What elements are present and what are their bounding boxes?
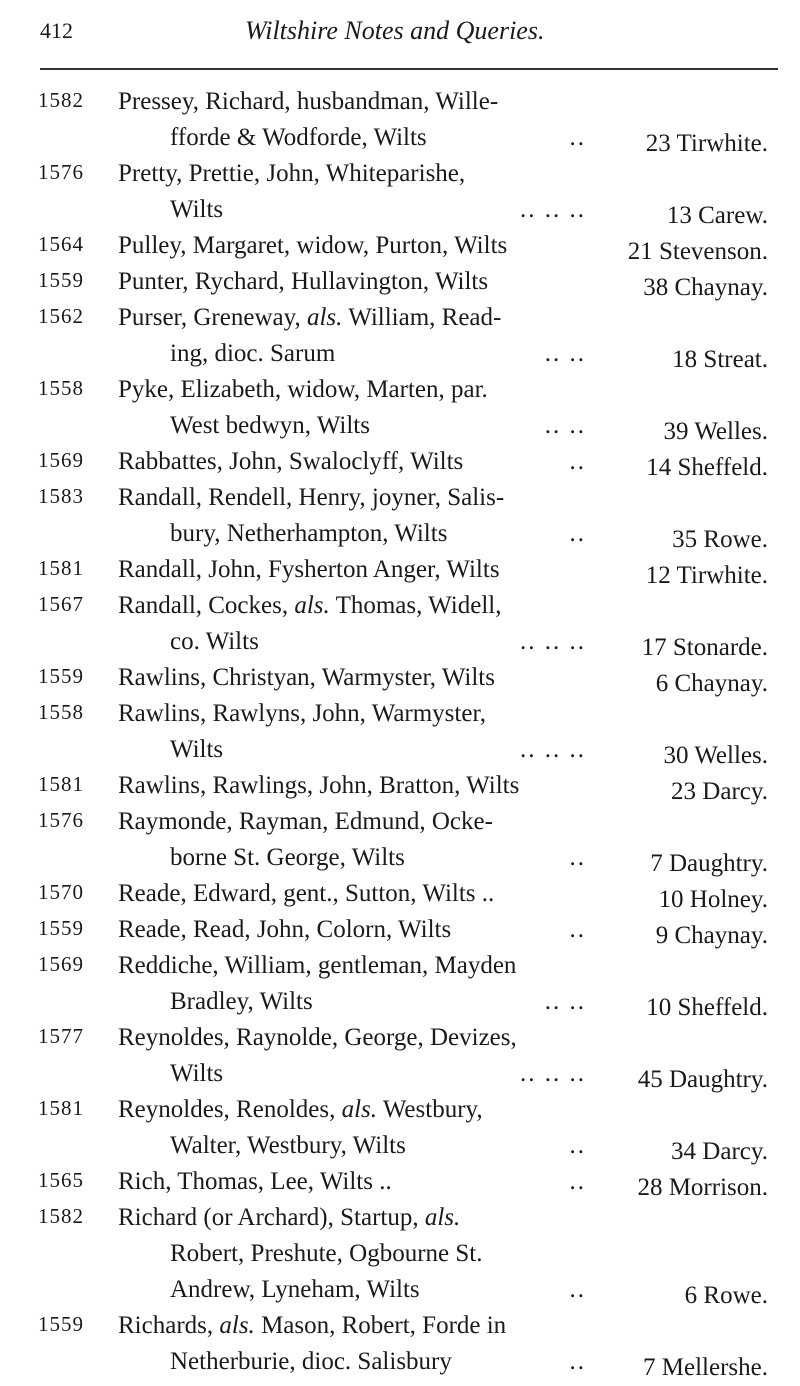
list-item [0, 84, 800, 156]
entry-year: 1569 [38, 448, 84, 472]
entry-year: 1576 [38, 808, 84, 832]
entry-line [0, 336, 800, 372]
entry-text: Pretty, Prettie, John, Whiteparishe, [118, 160, 466, 187]
entry-text: Richards, als. Mason, Robert, Forde in [118, 1312, 507, 1339]
entry-line [0, 1164, 800, 1200]
entry-reference: 30 Welles. [663, 742, 768, 769]
leader-dots: .. [569, 1132, 586, 1159]
entry-reference: 23 Tirwhite. [645, 130, 768, 157]
entry-year: 1581 [38, 772, 84, 796]
entry-reference: 7 Daughtry. [650, 850, 768, 877]
leader-dots: .. [569, 1348, 586, 1375]
entry-line [0, 660, 800, 696]
leader-dots: .. .. .. [520, 736, 586, 763]
leader-dots: .. .. [544, 988, 586, 1015]
entry-reference: 23 Darcy. [671, 778, 768, 805]
entry-text: co. Wilts [170, 628, 259, 655]
entry-text: Reade, Edward, gent., Sutton, Wilts .. [118, 880, 495, 907]
entry-line [0, 264, 800, 300]
leader-dots: .. .. [544, 340, 586, 367]
entry-text: Randall, Rendell, Henry, joyner, Salis- [118, 484, 505, 511]
entry-reference: 17 Stonarde. [641, 634, 768, 661]
list-item [0, 552, 800, 588]
entry-text: ing, dioc. Sarum [170, 340, 336, 367]
entry-line [0, 1236, 800, 1272]
leader-dots: .. .. .. [520, 1060, 586, 1087]
entry-text: Richard (or Archard), Startup, als. [118, 1204, 461, 1231]
entry-year: 1583 [38, 484, 84, 508]
leader-dots: .. [569, 1276, 586, 1303]
entry-text: Reynoldes, Raynolde, George, Devizes, [118, 1024, 517, 1051]
leader-dots: .. .. .. [520, 628, 586, 655]
entry-year: 1577 [38, 1024, 84, 1048]
entry-reference: 7 Mellershe. [643, 1354, 768, 1381]
entry-line [0, 516, 800, 552]
entry-text: Wilts [170, 736, 224, 763]
entry-year: 1559 [38, 1312, 84, 1336]
entry-line [0, 552, 800, 588]
entry-reference: 45 Daughtry. [637, 1066, 768, 1093]
entry-text: Pulley, Margaret, widow, Purton, Wilts [118, 232, 508, 259]
entry-year: 1558 [38, 700, 84, 724]
entry-line [0, 840, 800, 876]
list-item [0, 1092, 800, 1164]
entry-line [0, 408, 800, 444]
list-item [0, 696, 800, 768]
entry-line [0, 1200, 800, 1236]
entry-year: 1567 [38, 592, 84, 616]
entry-text: Wilts [170, 196, 224, 223]
entry-text: Reddiche, William, gentleman, Mayden [118, 952, 517, 979]
entry-text: Rabbattes, John, Swaloclyff, Wilts [118, 448, 464, 475]
entry-text: Rawlins, Rawlings, John, Bratton, Wilts [118, 772, 520, 799]
entry-line [0, 768, 800, 804]
list-item [0, 768, 800, 804]
entry-line [0, 480, 800, 516]
list-item [0, 1020, 800, 1092]
list-item [0, 264, 800, 300]
entry-year: 1558 [38, 376, 84, 400]
entry-text: Bradley, Wilts [170, 988, 313, 1015]
entry-line [0, 156, 800, 192]
entry-reference: 6 Rowe. [684, 1282, 768, 1309]
entry-reference: 21 Stevenson. [627, 238, 768, 265]
entry-reference: 34 Darcy. [671, 1138, 768, 1165]
header-rule [40, 68, 778, 70]
entry-line [0, 948, 800, 984]
entry-year: 1581 [38, 1096, 84, 1120]
leader-dots: .. .. .. [520, 196, 586, 223]
entry-text: West bedwyn, Wilts [170, 412, 370, 439]
entry-year: 1569 [38, 952, 84, 976]
entry-reference: 9 Chaynay. [655, 922, 768, 949]
entry-line [0, 624, 800, 660]
entry-text: Netherburie, dioc. Salisbury [170, 1348, 452, 1375]
entry-text: Robert, Preshute, Ogbourne St. [170, 1240, 483, 1267]
entry-text: bury, Netherhampton, Wilts [170, 520, 448, 547]
entry-text: Rawlins, Christyan, Warmyster, Wilts [118, 664, 495, 691]
entry-line [0, 732, 800, 768]
entry-reference: 13 Carew. [666, 202, 768, 229]
entry-text: Rawlins, Rawlyns, John, Warmyster, [118, 700, 487, 727]
leader-dots: .. [569, 844, 586, 871]
entry-line [0, 588, 800, 624]
entry-line [0, 984, 800, 1020]
entry-year: 1559 [38, 268, 84, 292]
leader-dots: .. [569, 916, 586, 943]
entry-text: Andrew, Lyneham, Wilts [170, 1276, 420, 1303]
entry-line [0, 228, 800, 264]
entry-text: Raymonde, Rayman, Edmund, Ocke- [118, 808, 493, 835]
list-item [0, 876, 800, 912]
entry-line [0, 1272, 800, 1308]
entry-reference: 28 Morrison. [637, 1174, 768, 1201]
entry-line [0, 84, 800, 120]
entry-text: Walter, Westbury, Wilts [170, 1132, 406, 1159]
list-item [0, 588, 800, 660]
entry-list [0, 84, 800, 1380]
entry-year: 1582 [38, 88, 84, 112]
entry-line [0, 1020, 800, 1056]
entry-text: Reade, Read, John, Colorn, Wilts [118, 916, 452, 943]
entry-year: 1562 [38, 304, 84, 328]
list-item [0, 300, 800, 372]
list-item [0, 156, 800, 228]
leader-dots: .. [569, 448, 586, 475]
entry-text: Pyke, Elizabeth, widow, Marten, par. [118, 376, 488, 403]
list-item [0, 948, 800, 1020]
entry-year: 1582 [38, 1204, 84, 1228]
entry-reference: 10 Sheffeld. [646, 994, 768, 1021]
leader-dots: .. .. [544, 412, 586, 439]
list-item [0, 1200, 800, 1308]
list-item [0, 1164, 800, 1200]
list-item [0, 480, 800, 552]
entry-text: Wilts [170, 1060, 224, 1087]
entry-reference: 38 Chaynay. [643, 274, 768, 301]
entry-year: 1559 [38, 916, 84, 940]
list-item [0, 660, 800, 696]
list-item [0, 372, 800, 444]
entry-reference: 6 Chaynay. [655, 670, 768, 697]
entry-text: Purser, Greneway, als. William, Read- [118, 304, 502, 331]
entry-text: Randall, John, Fysherton Anger, Wilts [118, 556, 500, 583]
entry-reference: 12 Tirwhite. [645, 562, 768, 589]
entry-text: borne St. George, Wilts [170, 844, 405, 871]
list-item [0, 912, 800, 948]
entry-line [0, 912, 800, 948]
leader-dots: .. [569, 520, 586, 547]
leader-dots: .. [569, 124, 586, 151]
entry-line [0, 1092, 800, 1128]
entry-line [0, 876, 800, 912]
entry-line [0, 804, 800, 840]
entry-year: 1559 [38, 664, 84, 688]
entry-text: Reynoldes, Renoldes, als. Westbury, [118, 1096, 483, 1123]
entry-text: Pressey, Richard, husbandman, Wille- [118, 88, 499, 115]
page-number: 412 [40, 18, 73, 43]
entry-year: 1564 [38, 232, 84, 256]
entry-text: Punter, Rychard, Hullavington, Wilts [118, 268, 489, 295]
entry-reference: 39 Welles. [663, 418, 768, 445]
entry-line [0, 300, 800, 336]
entry-text: Randall, Cockes, als. Thomas, Widell, [118, 592, 502, 619]
entry-reference: 14 Sheffeld. [646, 454, 768, 481]
entry-line [0, 696, 800, 732]
entry-line [0, 192, 800, 228]
entry-year: 1565 [38, 1168, 84, 1192]
page-title: Wiltshire Notes and Queries. [245, 16, 545, 45]
entry-text: fforde & Wodforde, Wilts [170, 124, 427, 151]
entry-year: 1581 [38, 556, 84, 580]
entry-year: 1576 [38, 160, 84, 184]
list-item [0, 444, 800, 480]
entry-line [0, 1344, 800, 1380]
entry-line [0, 1056, 800, 1092]
entry-reference: 18 Streat. [672, 346, 768, 373]
list-item [0, 1308, 800, 1380]
entry-text: Rich, Thomas, Lee, Wilts .. [118, 1168, 392, 1195]
entry-line [0, 444, 800, 480]
entry-reference: 35 Rowe. [672, 526, 768, 553]
leader-dots: .. [569, 1168, 586, 1195]
entry-line [0, 372, 800, 408]
entry-line [0, 120, 800, 156]
entry-year: 1570 [38, 880, 84, 904]
entry-reference: 10 Holney. [658, 886, 768, 913]
entry-line [0, 1128, 800, 1164]
list-item [0, 804, 800, 876]
list-item [0, 228, 800, 264]
entry-line [0, 1308, 800, 1344]
